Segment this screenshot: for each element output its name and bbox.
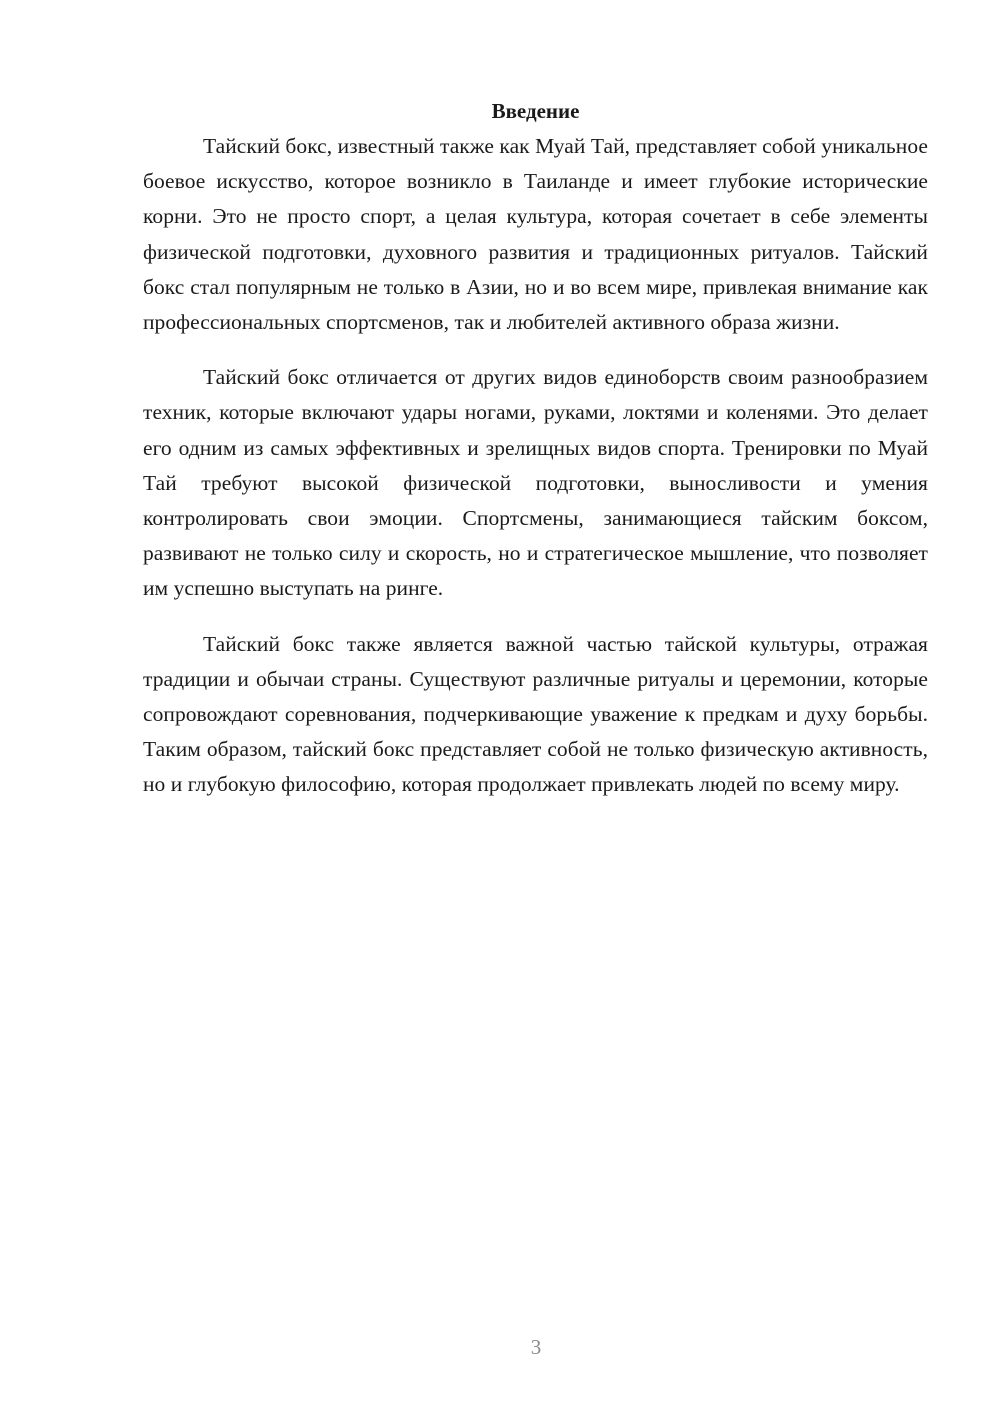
section-heading: Введение	[491, 99, 580, 123]
paragraph-1: Тайский бокс, известный также как Муай Тай, представляет собой уникальное боевое искусство, которое возникло в Таиланде и имеет глубокие исторические корни. Это не просто спорт, а целая культура, которая сочетает в себе элементы физической подготовки, духовного развития и традиционных ритуалов. Тайский бокс стал популярным не только в Азии, но и во всем мире, привлекая внимание как профессиональных спортсменов, так и любителей активного образа жизни.	[143, 134, 928, 335]
page-number: 3	[530, 1335, 542, 1359]
paragraph-3: Тайский бокс также является важной частью тайской культуры, отражая традиции и обычаи страны. Существуют различные ритуалы и церемонии, которые сопровождают соревнования, подчеркивающие уважение к предкам и духу борьбы. Таким образом, тайский бокс представляет собой не только физическую активность, но и глубокую философию, которая продолжает привлекать людей по всему миру.	[143, 631, 928, 797]
paragraph-2: Тайский бокс отличается от других видов единоборств своим разнообразием техник, которые включают удары ногами, руками, локтями и коленями. Это делает его одним из самых эффективных и зрелищных видов спорта. Тренировки по Муай Тай требуют высокой физической подготовки, выносливости и умения контролировать свои эмоции. Спортсмены, занимающиеся тайским боксом, развивают не только силу и скорость, но и стратегическое мышление, что позволяет им успешно выступать на ринге.	[143, 365, 928, 601]
page-content	[143, 96, 928, 823]
